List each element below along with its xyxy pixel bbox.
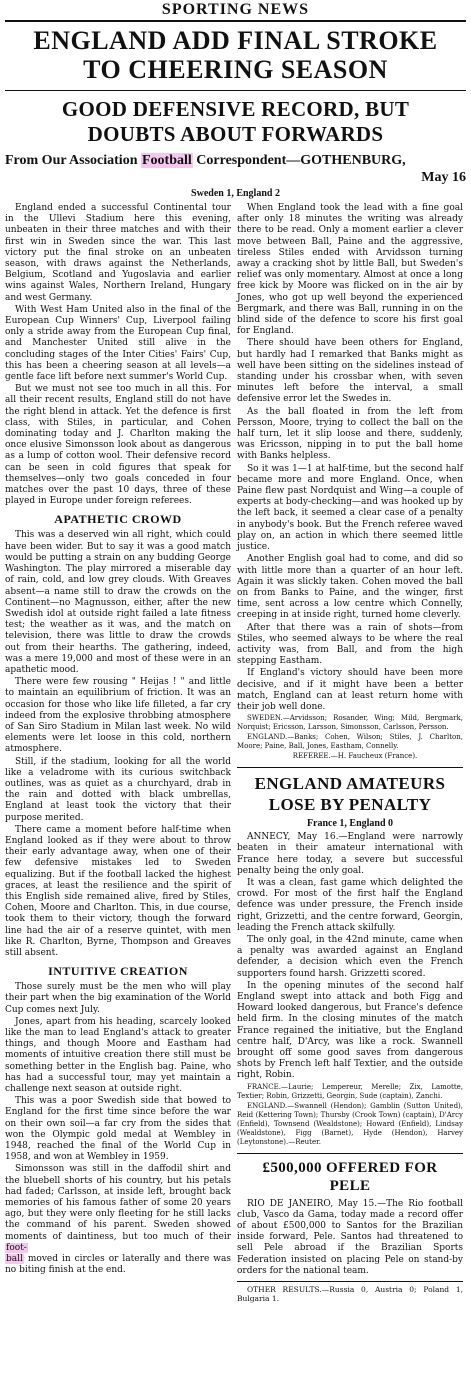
article-paragraph: There came a moment before half-time when England looked as if they were about to throw their early advantage away, when one of their few defensive mistakes led to Sweden equalizing. But if the football lacked the highest graces, at least the resilience and the spirit of this English side remained alive, fired by Stiles, Cohen, Moore and Charlton. This, in due course, took them to their victory, though the forward line had the air of a reserve quintet, with men like R. Charlton, Byrne, Thompson and Greaves still absent. (5, 824, 231, 958)
subhead-apathetic-crowd: APATHETIC CROWD (54, 512, 182, 527)
article-paragraph: As the ball floated in from the left from Persson, Moore, trying to collect the ball on the half turn, let it slip loose and there, suddenly, was Ericsson, nipping in to put the ball home with Banks helpless. (237, 406, 463, 462)
headline-divider (5, 90, 466, 91)
article-paragraph: The only goal, in the 42nd minute, came when a penalty was awarded against an England defender, a decision which even the French supporters found harsh. Grizzetti scored. (237, 934, 463, 979)
team-lineup-england: ENGLAND.—Banks; Cohen, Wilson; Stiles, J. Charlton, Moore; Paine, Ball, Jones, Eastham, Connelly. (237, 733, 463, 751)
pele-headline-line-1: £500,000 OFFERED FOR (262, 1159, 438, 1176)
pele-headline (237, 1159, 463, 1195)
article-paragraph: So it was 1—1 at half-time, but the second half became more and more England. Once, when Paine flew past Nordquist and Wing—a couple of experts at body-checking—and was hooked up by the left back, it seemed a clear case of a penalty in anybody's book. But the French referee waved play on, an action in which there seemed little justice. (237, 463, 463, 553)
article-paragraph: Another English goal had to come, and did so with little more than a quarter of an hour left. Again it was slickly taken. Cohen moved the ball on from Banks to Paine, and the winger, first time, sent across a low centre which Connelly, creeping in at inside right, turned home cleverly. (237, 554, 463, 621)
byline-suffix: Correspondent—GOTHENBURG, (196, 153, 406, 168)
article-paragraph: Still, if the stadium, looking for all the world like a veladrome with its curious switchback outlines, was as quiet as a churchyard, drab in the rain and dotted with black umbrellas, England at least took the victory that their purpose merited. (5, 756, 231, 823)
dateline: May 16 (421, 170, 466, 185)
pele-headline-line-2: PELE (329, 1177, 371, 1194)
amateurs-headline-line-2: LOSE BY PENALTY (268, 795, 432, 815)
final-paragraph-text: Simonsson was still in the daffodil shirt and the bluebell shorts of his country, but his petals had faded; Carlsson, at inside left, brought back memories of his famous father of some 20 years ago, but they were only fleeting for he still lacks the command of his parent. Sweden showed moments of daintiness, but too much of their (5, 1164, 231, 1242)
sub-headline (5, 97, 466, 147)
article-paragraph: England ended a successful Continental tour in the Ullevi Stadium here this evening, unbeaten in their three matches and with their first win in Sweden since the war. This last victory put the final stroke on an unbeaten season, with draws against the Netherlands, Belgium, Scotland and Yugoslavia and earlier wins against Wales, Northern Ireland, Hungary and west Germany. (5, 203, 231, 303)
highlight-foot: foot- (6, 1242, 27, 1253)
final-paragraph-rest: moved in circles or laterally and there was no biting finish at the end. (5, 1254, 231, 1276)
article-paragraph: This was a poor Swedish side that bowed to England for the first time since before the war on their own soil—a far cry from the sides that won the Olympic gold medal at Wembley in 1948, reached the final of the World Cup in 1958, and won at Wembley in 1959. (5, 1096, 231, 1163)
article-paragraph: With West Ham United also in the final of the European Cup Winners' Cup, Liverpool failing only a stride away from the European Cup final, and Manchester United still alive in the concluding stages of the Inter Cities' Fairs' Cup, this has been a cheering season at all levels—a gentle face lift before next summer's World Cup. (5, 304, 231, 383)
article-columns (5, 203, 466, 1303)
amateurs-headline (237, 773, 463, 815)
amateurs-headline-line-1: ENGLAND AMATEURS (254, 774, 446, 794)
referee-line: REFEREE.—H. Faucheux (France). (292, 752, 418, 761)
article-divider (237, 1153, 463, 1154)
article-paragraph: There were few rousing " Heijas ! " and little to maintain an equilibrium of friction. It was an occasion for those who like life filleted, a far cry indeed from the explosive throbbing atmosphere of San Siro Stadium in Milan last week. No wild elements were let loose in this cold, northern atmosphere. (5, 677, 231, 755)
article-divider (237, 1281, 463, 1282)
sub-headline-line-1: GOOD DEFENSIVE RECORD, BUT (61, 97, 410, 121)
article-paragraph: After that there was a rain of shots—from Stiles, who seemed always to be where the real activity was, from Ball, and from the high stepping Eastham. (237, 622, 463, 667)
article-paragraph: This was a deserved win all right, which could have been wider. But to say it was a good match would be putting a strain on any budding George Washington. The play mirrored a miserable day of rain, cold, and low grey clouds. With Greaves absent—a name still to draw the crowds on the Continent—no Magnusson, either, after the new Swedish idol at outside right failed a late fitness test; the weather as it was, and the match on television, there was little to draw the crowds out from their hearths. The gathering, indeed, was a mere 19,000 and most of these were in an apathetic mood. (5, 530, 231, 675)
subhead-intuitive-creation: INTUITIVE CREATION (48, 964, 188, 979)
article-paragraph: Those surely must be the men who will play their part when the big examination of the World Cup comes next July. (5, 982, 231, 1015)
article-paragraph: There should have been others for England, but hardly had I remarked that Banks might as well have been sitting on the sidelines instead of standing under his crossbar when, with seven minutes left before the interval, a small defensive error let the Swedes in. (237, 338, 463, 405)
main-headline-line-2: TO CHEERING SEASON (83, 55, 388, 84)
article-paragraph: ANNECY, May 16.—England were narrowly beaten in their amateur international with France here today, a severe but successful penalty being the only goal. (237, 832, 463, 876)
article-divider (237, 767, 463, 768)
team-lineup-sweden: SWEDEN.—Arvidsson; Rosander, Wing; Mild, Bergmark, Norquist; Ericsson, Larsson, Simonsson, Carlsson, Persson. (237, 714, 463, 732)
right-column (237, 203, 463, 1303)
highlight-ball: ball (6, 1254, 23, 1265)
article-paragraph: It was a clean, fast game which delighted the crowd. For most of the first half the England defence was under pressure, the French inside right, Grizzetti, and the centre forward, Georgin, leading the French attack skilfully. (237, 877, 463, 933)
article-paragraph: When England took the lead with a fine goal after only 18 minutes the writing was already there to be read. Only a moment earlier a clever move between Ball, Paine and the aggressive, tireless Stiles ended with Arvidsson turning away a cracking shot by little Ball, but Sweden's relief was only momentary. Almost at once a long free kick by Moore was flicked on in the air by Jones, who got up well beyond the experienced Bergmark, and there was Ball, running in on the blind side of the defence to score his first goal for England. (237, 203, 463, 337)
byline-highlight: Football (142, 153, 192, 168)
sub-headline-line-2: DOUBTS ABOUT FORWARDS (87, 122, 384, 146)
amateur-lineup-england: ENGLAND.—Swannell (Hendon); Gamblin (Sutton United), Reid (Kettering Town); Thursby (Crook Town) (captain), D'Arcy (Enfield), Townsend (Wealdstone); Howard (Enfield), Lindsay (Wealdstone), Figg (Barnet), Hyde (Hendon), Harvey (Leytonstone).—Reuter. (237, 1101, 463, 1146)
byline-prefix: From Our Association (5, 153, 138, 168)
main-headline-line-1: ENGLAND ADD FINAL STROKE (33, 26, 438, 55)
match-score: Sweden 1, England 2 (191, 188, 280, 199)
byline (5, 152, 466, 169)
left-column (5, 203, 231, 1303)
other-results: OTHER RESULTS.—Russia 0, Austria 0; Poland 1, Bulgaria 1. (237, 1285, 463, 1304)
article-paragraph: But we must not see too much in all this. For all their recent results, England still do not have the right blend in attack. Yet the defence is first class, with Stiles, in particular, and Cohen dominating today and J. Charlton making the once elusive Simonsson look about as dangerous as a lump of cotton wool. Their defensive record can be seen in cold figures that speak for themselves—only two goals conceded in four matches over the past 10 days, three of these played in Europe under foreign referees. (5, 384, 231, 507)
article-paragraph: Jones, apart from his heading, scarcely looked like the man to lead England's attack to greater things, and though Moore and Eastham had moments of intuitive creation there still must be something better in the English bag. Paine, who has had a successful tour, may yet maintain a challenge next season at outside right. (5, 1016, 231, 1095)
amateurs-score: France 1, England 0 (306, 818, 394, 830)
article-paragraph: If England's victory should have been more decisive, and if it might have been a better match, England can at least return home with their job well done. (237, 668, 463, 712)
main-headline (5, 26, 466, 84)
section-header: SPORTING NEWS (5, 0, 466, 22)
amateur-lineup-france: FRANCE.—Laurie; Lempereur, Merelle; Zix, Lamotte, Textier; Robin, Grizzetti, Georgin, Sude (captain), Zanchi. (237, 1082, 463, 1100)
article-paragraph: In the opening minutes of the second half England swept into attack and both Figg and Howard looked dangerous, but France's defence held firm. In the closing minutes of the match France regained the initiative, but the England centre half, D'Arcy, was like a rock. Swannell brought off some good saves from dangerous shots by French left half Textier, and the outside right, Robin. (237, 980, 463, 1081)
article-paragraph-final (5, 1164, 231, 1276)
article-paragraph: RIO DE JANEIRO, May 15.—The Rio football club, Vasco da Gama, today made a record offer of about £500,000 to Santos for the Brazilian inside forward, Pele. Santos had threatened to sell Pele abroad if the Brazilian Sports Federation insisted on placing Pele on stand-by orders for the national team. (237, 1198, 463, 1276)
